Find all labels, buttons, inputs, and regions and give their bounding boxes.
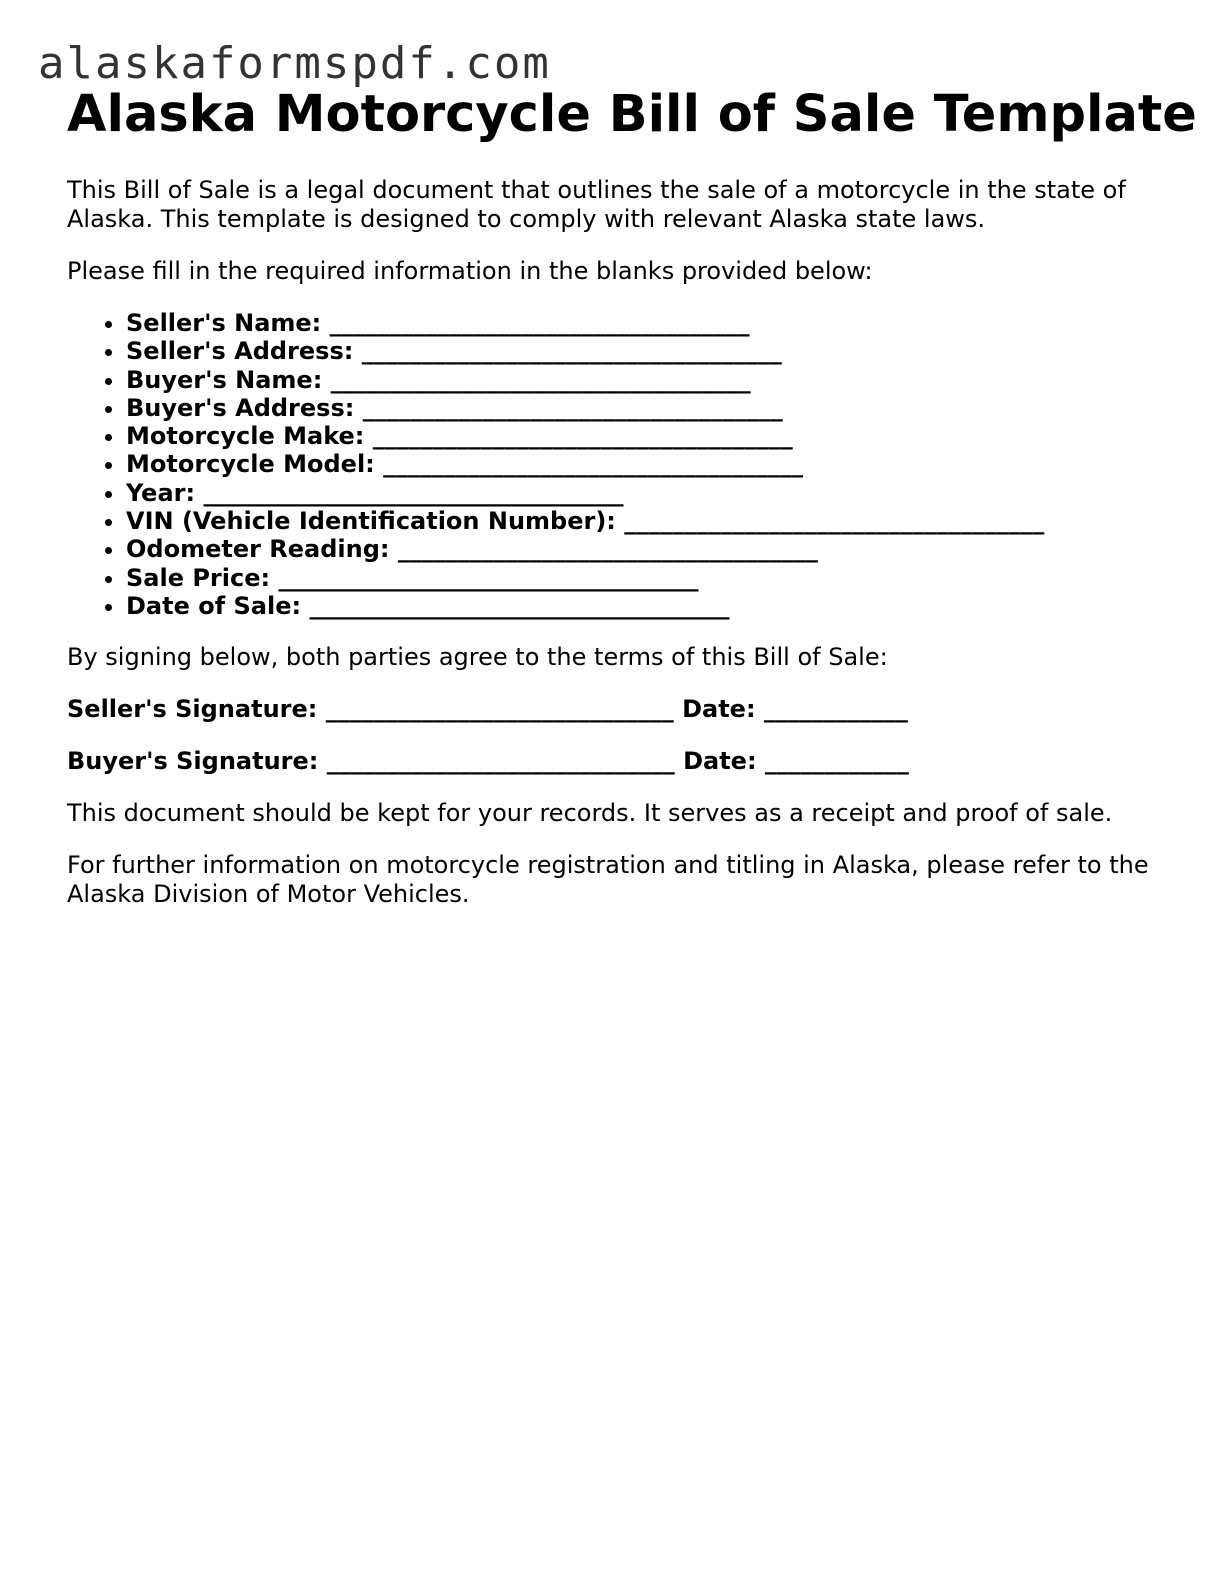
agreement-statement: By signing below, both parties agree to the terms of this Bill of Sale: (67, 643, 888, 672)
field-sale-price: • Sale Price: ___________________________________ (126, 564, 1177, 592)
field-sellers-address: • Seller's Address: ___________________________________ (126, 337, 1177, 365)
further-info: For further information on motorcycle registration and titling in Alaska, please refer to the Alaska Division of Motor Vehicles. (67, 851, 1149, 909)
records-note: This document should be kept for your records. It serves as a receipt and proof of sale. (67, 799, 1113, 828)
site-watermark: alaskaformspdf.com (38, 38, 551, 89)
field-motorcycle-model: • Motorcycle Model: ___________________________________ (126, 450, 1177, 478)
field-vin: • VIN (Vehicle Identification Number): ___________________________________ (126, 507, 1177, 535)
field-list (67, 309, 1177, 620)
buyer-signature-line: Buyer's Signature: _____________________________ Date: ____________ (67, 747, 909, 776)
intro-paragraph: This Bill of Sale is a legal document that outlines the sale of a motorcycle in the state of Alaska. This template is designed to comply with relevant Alaska state laws. (67, 176, 1126, 233)
document-body (67, 85, 1197, 909)
fill-instructions: Please fill in the required information in the blanks provided below: (67, 257, 873, 285)
field-sellers-name: • Seller's Name: ___________________________________ (126, 309, 1177, 337)
field-motorcycle-make: • Motorcycle Make: ___________________________________ (126, 422, 1177, 450)
field-odometer-reading: • Odometer Reading: ___________________________________ (126, 535, 1177, 563)
field-year: • Year: ___________________________________ (126, 479, 1177, 507)
seller-signature-line: Seller's Signature: _____________________________ Date: ____________ (67, 695, 908, 724)
field-buyers-address: • Buyer's Address: ___________________________________ (126, 394, 1177, 422)
field-date-of-sale: • Date of Sale: ___________________________________ (126, 592, 1177, 620)
document-title: Alaska Motorcycle Bill of Sale Template (67, 85, 1197, 144)
field-buyers-name: • Buyer's Name: ___________________________________ (126, 366, 1177, 394)
